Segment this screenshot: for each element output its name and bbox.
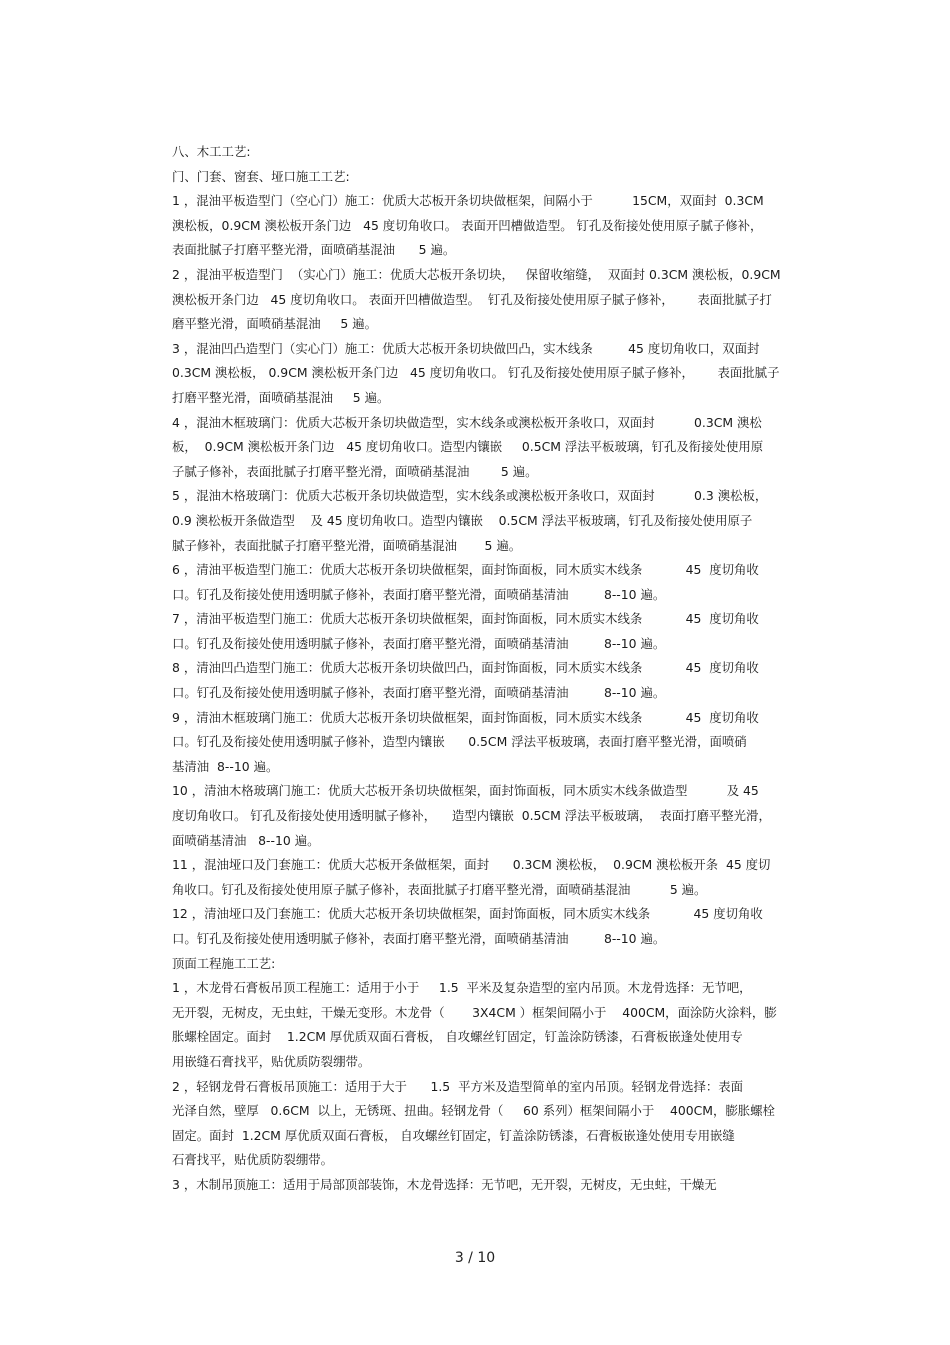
text-line: 磨平整光滑，面喷硝基混油 5 遍。 <box>172 316 377 332</box>
text-line: 基清油 8--10 遍。 <box>172 758 279 774</box>
text-line: 1 ，混油平板造型门（空心门）施工：优质大芯板开条切块做框架，间隔小于 15CM，双面封 0.3CM <box>172 193 764 209</box>
text-line: 8 ，清油凹凸造型门施工：优质大芯板开条切块做凹凸，面封饰面板，同木质实木线条 45 度切角收 <box>172 660 759 676</box>
text-line: 八、木工工艺: <box>172 144 251 159</box>
text-line: 板， 0.9CM 澳松板开条门边 45 度切角收口。造型内镶嵌 0.5CM 浮法平板玻璃，钉孔及衔接处使用原 <box>172 439 764 455</box>
text-line: 度切角收口。 钉孔及衔接处使用透明腻子修补， 造型内镶嵌 0.5CM 浮法平板玻璃， 表面打磨平整光滑， <box>172 808 771 824</box>
text-line: 顶面工程施工工艺: <box>172 955 276 971</box>
text-line: 11 ，混油垭口及门套施工：优质大芯板开条做框架，面封 0.3CM 澳松板， 0.9CM 澳松板开条 45 度切 <box>172 857 771 873</box>
text-line: 12 ，清油垭口及门套施工：优质大芯板开条切块做框架，面封饰面板，同木质实木线条 45 度切角收 <box>172 906 763 922</box>
text-line: 光泽自然，壁厚 0.6CM 以上，无锈斑、扭曲。轻钢龙骨（ 60 系列）框架间隔小于 400CM，膨胀螺栓 <box>172 1103 775 1119</box>
text-line: 10 ，清油木格玻璃门施工：优质大芯板开条切块做框架，面封饰面板，同木质实木线条做造型 及 45 <box>172 783 759 799</box>
text-line: 口。钉孔及衔接处使用透明腻子修补，造型内镶嵌 0.5CM 浮法平板玻璃，表面打磨平整光滑，面喷硝 <box>172 734 747 750</box>
text-line: 表面批腻子打磨平整光滑，面喷硝基混油 5 遍。 <box>172 242 456 258</box>
text-line: 腻子修补，表面批腻子打磨平整光滑，面喷硝基混油 5 遍。 <box>172 537 522 553</box>
text-line: 0.3CM 澳松板， 0.9CM 澳松板开条门边 45 度切角收口。 钉孔及衔接处使用原子腻子修补， 表面批腻子 <box>172 365 780 381</box>
text-line: 澳松板，0.9CM 澳松板开条门边 45 度切角收口。 表面开凹槽做造型。 钉孔及衔接处使用原子腻子修补， <box>172 217 763 233</box>
text-line: 无开裂，无树皮，无虫蛀，干燥无变形。木龙骨（ 3X4CM ）框架间隔小于 400CM，面涂防火涂料，膨 <box>172 1004 777 1020</box>
text-line: 0.9 澳松板开条做造型 及 45 度切角收口。造型内镶嵌 0.5CM 浮法平板玻璃，钉孔及衔接处使用原子 <box>172 512 753 528</box>
text-line: 胀螺栓固定。面封 1.2CM 厚优质双面石膏板， 自攻螺丝钉固定，钉盖涂防锈漆，石膏板嵌逢处使用专 <box>172 1029 743 1045</box>
text-line: 1 ，木龙骨石膏板吊顶工程施工：适用于小于 1.5 平米及复杂造型的室内吊顶。木龙骨选择：无节吧， <box>172 980 752 996</box>
document-body <box>172 140 808 1198</box>
text-line: 口。钉孔及衔接处使用透明腻子修补，表面打磨平整光滑，面喷硝基清油 8--10 遍。 <box>172 931 666 946</box>
text-line: 3 ，混油凹凸造型门（实心门）施工：优质大芯板开条切块做凹凸，实木线条 45 度切角收口，双面封 <box>172 340 760 356</box>
text-line: 口。钉孔及衔接处使用透明腻子修补，表面打磨平整光滑，面喷硝基清油 8--10 遍。 <box>172 685 666 701</box>
page-number: 3 / 10 <box>454 1250 496 1266</box>
text-line: 2 ，混油平板造型门 （实心门）施工：优质大芯板开条切块， 保留收缩缝， 双面封 0.3CM 澳松板，0.9CM <box>172 266 781 282</box>
text-line: 门、门套、窗套、垭口施工工艺: <box>172 168 350 184</box>
text-line: 澳松板开条门边 45 度切角收口。 表面开凹槽做造型。 钉孔及衔接处使用原子腻子修补， 表面批腻子打 <box>172 291 772 307</box>
text-line: 用嵌缝石膏找平，贴优质防裂绷带。 <box>172 1053 371 1069</box>
text-line: 石膏找平，贴优质防裂绷带。 <box>172 1152 334 1168</box>
text-line: 打磨平整光滑，面喷硝基混油 5 遍。 <box>172 389 390 405</box>
text-line: 子腻子修补，表面批腻子打磨平整光滑，面喷硝基混油 5 遍。 <box>172 463 538 479</box>
text-line: 5 ，混油木格玻璃门：优质大芯板开条切块做造型，实木线条或澳松板开条收口，双面封 0.3 澳松板， <box>172 488 768 504</box>
text-line: 4 ，混油木框玻璃门：优质大芯板开条切块做造型，实木线条或澳松板开条收口，双面封 0.3CM 澳松 <box>172 414 762 430</box>
text-line: 固定。面封 1.2CM 厚优质双面石膏板， 自攻螺丝钉固定，钉盖涂防锈漆，石膏板嵌逢处使用专用嵌缝 <box>172 1127 735 1143</box>
text-line: 9 ，清油木框玻璃门施工：优质大芯板开条切块做框架，面封饰面板，同木质实木线条 45 度切角收 <box>172 709 759 725</box>
text-line: 2 ，轻钢龙骨石膏板吊顶施工：适用于大于 1.5 平方米及造型简单的室内吊顶。轻钢龙骨选择：表面 <box>172 1078 744 1094</box>
text-line: 口。钉孔及衔接处使用透明腻子修补，表面打磨平整光滑，面喷硝基清油 8--10 遍。 <box>172 586 666 602</box>
text-line: 面喷硝基清油 8--10 遍。 <box>172 832 320 848</box>
text-line: 3 ，木制吊顶施工：适用于局部顶部装饰，木龙骨选择：无节吧，无开裂，无树皮，无虫蛀，干燥无 <box>172 1176 717 1192</box>
text-line: 口。钉孔及衔接处使用透明腻子修补，表面打磨平整光滑，面喷硝基清油 8--10 遍。 <box>172 635 666 651</box>
text-line: 角收口。钉孔及衔接处使用原子腻子修补，表面批腻子打磨平整光滑，面喷硝基混油 5 遍。 <box>172 881 707 897</box>
text-line: 6 ，清油平板造型门施工：优质大芯板开条切块做框架，面封饰面板，同木质实木线条 45 度切角收 <box>172 562 759 578</box>
text-line: 7 ，清油平板造型门施工：优质大芯板开条切块做框架，面封饰面板，同木质实木线条 45 度切角收 <box>172 611 759 627</box>
